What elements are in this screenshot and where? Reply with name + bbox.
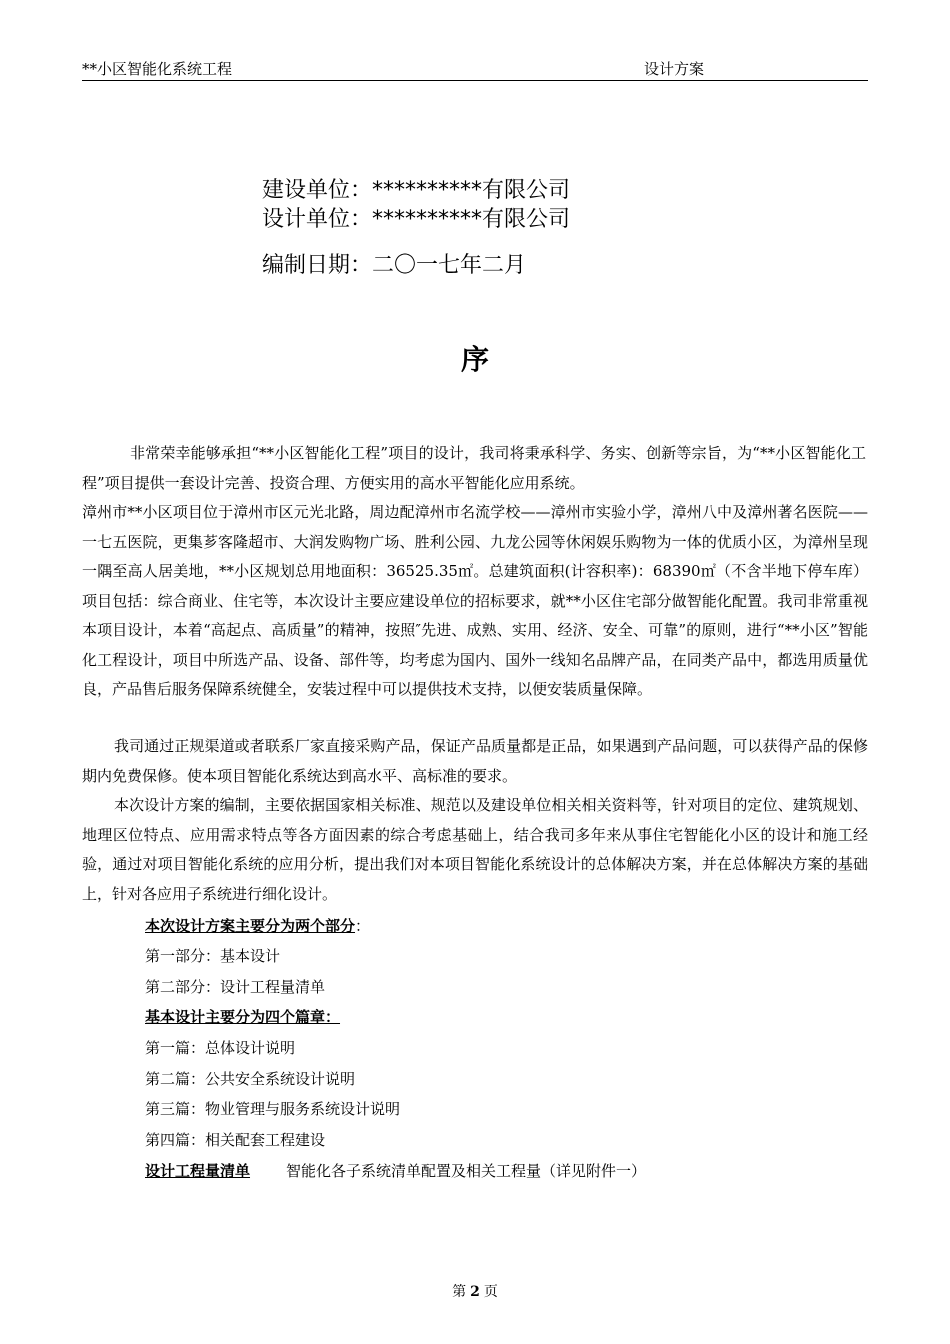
bill-text: 智能化各子系统清单配置及相关工程量（详见附件一） <box>286 1162 647 1180</box>
intro-paragraph: 非常荣幸能够承担“**小区智能化工程”项目的设计，我司将秉承科学、务实、创新等宗旨，为“**小区智能化工程”项目提供一套设计完善、投资合理、方便实用的高水平智能化应用系统。 <box>82 444 866 492</box>
header-doc-type: 设计方案 <box>644 60 705 78</box>
basis-paragraph: 本次设计方案的编制，主要依据国家相关标准、规范以及建设单位相关相关资料等，针对项目的定位、建筑规划、地理区位特点、应用需求特点等各方面因素的综合考虑基础上，结合我司多年来从事住宅智能化小区的设计和施工经验，通过对项目智能化系统的应用分析，提出我们对本项目智能化系统设计的总体解决方案，并在总体解决方案的基础上，针对各应用子系统进行细化设计。 <box>82 796 868 903</box>
design-unit: 设计单位：**********有限公司 <box>262 207 571 232</box>
list-item: 第一篇：总体设计说明 <box>145 1039 296 1057</box>
bill-line <box>145 1160 646 1182</box>
list-item: 第一部分：基本设计 <box>145 947 281 965</box>
project-paragraph: 漳州市**小区项目位于漳州市区元光北路，周边配漳州市名流学校——漳州市实验小学，漳州八中及漳州著名医院——一七五医院，更集芗客隆超市、大润发购物广场、胜利公园、九龙公园等休闲娱乐购物为一体的优质小区，为漳州呈现一隅至高人居美地，**小区规划总用地面积：36525.35㎡。总建筑面积(计容积率)：68390㎡（不含半地下停车库）项目包括：综合商业、住宅等，本次设计主要应建设单位的招标要求，就**小区住宅部分做智能化配置。我司非常重视本项目设计，本着“高起点、高质量”的精神，按照″先进、成熟、实用、经济、安全、可靠”的原则，进行“**小区”智能化工程设计，项目中所选产品、设备、部件等，均考虑为国内、国外一线知名品牌产品，在同类产品中，都选用质量优良，产品售后服务保障系统健全，安装过程中可以提供技术支持，以便安装质量保障。 <box>82 503 868 698</box>
list-item: 第四篇：相关配套工程建设 <box>145 1131 326 1149</box>
procurement-paragraph: 我司通过正规渠道或者联系厂家直接采购产品，保证产品质量都是正品，如果遇到产品问题，可以获得产品的保修期内免费保修。使本项目智能化系统达到高水平、高标准的要求。 <box>82 737 868 785</box>
list-item: 第三篇：物业管理与服务系统设计说明 <box>145 1100 401 1118</box>
bill-label: 设计工程量清单 <box>145 1162 251 1180</box>
list-item: 第二部分：设计工程量清单 <box>145 978 326 996</box>
list-item: 第二篇：公共安全系统设计说明 <box>145 1070 356 1088</box>
page-number: 2 <box>470 1284 480 1300</box>
page-footer: 第 2 页 <box>452 1284 498 1300</box>
page-title: 序 <box>460 343 489 376</box>
design-parts-heading: 本次设计方案主要分为两个部分： <box>145 917 371 935</box>
page-header <box>82 58 868 81</box>
basic-design-heading: 基本设计主要分为四个篇章： <box>145 1008 341 1026</box>
compile-date: 编制日期：二〇一七年二月 <box>262 253 527 278</box>
construction-unit: 建设单位：**********有限公司 <box>262 178 571 203</box>
header-project-name: **小区智能化系统工程 <box>82 60 233 78</box>
